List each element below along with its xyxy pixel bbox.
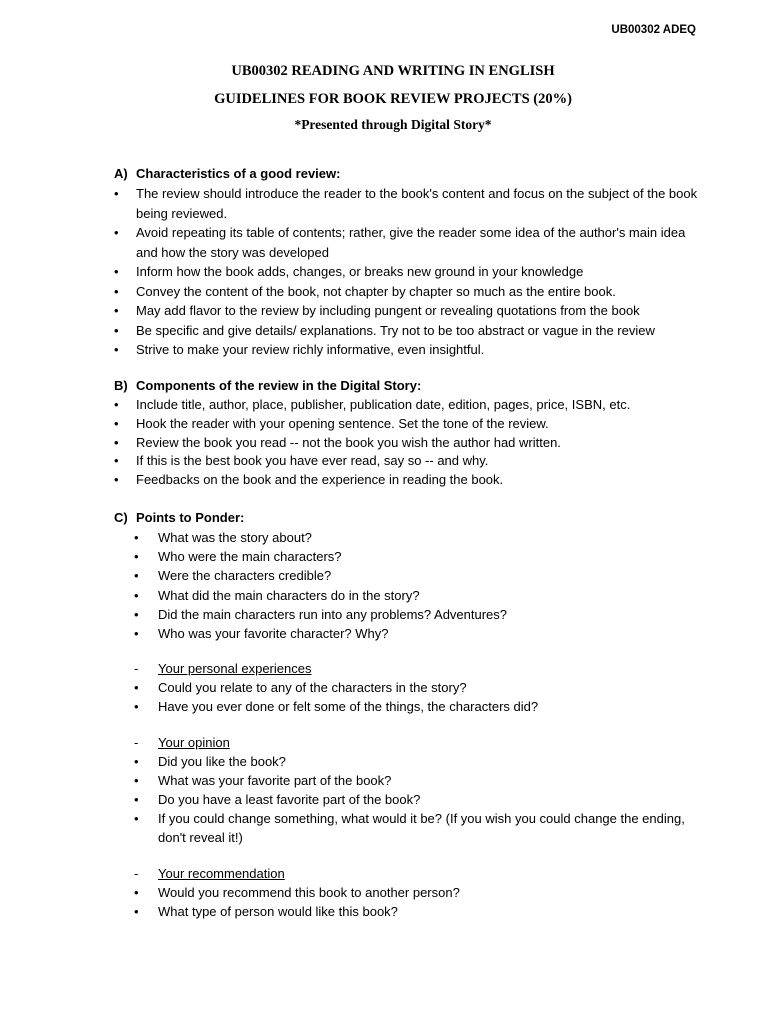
section-c-letter: C) xyxy=(114,510,128,525)
list-item: • Convey the content of the book, not chapter by chapter so much as the entire book. xyxy=(114,282,704,302)
section-b-title: Components of the review in the Digital Story: xyxy=(136,378,422,393)
list-item: • If this is the best book you have ever read, say so -- and why. xyxy=(114,452,704,471)
section-c-heading xyxy=(114,508,704,528)
section-b-list xyxy=(114,396,704,490)
course-code-header: UB00302 ADEQ xyxy=(611,24,696,36)
section-a-title: Characteristics of a good review: xyxy=(136,166,341,181)
list-item: • Strive to make your review richly informative, even insightful. xyxy=(114,340,704,360)
section-a-heading xyxy=(114,164,704,184)
section-c-list xyxy=(114,528,704,643)
list-item: • Could you relate to any of the characters in the story? xyxy=(114,678,704,697)
dash-marker: - xyxy=(134,865,139,881)
section-b-letter: B) xyxy=(114,378,128,393)
list-item: • Who were the main characters? xyxy=(114,547,704,566)
list-item: • Were the characters credible? xyxy=(114,566,704,585)
list-item: • May add flavor to the review by including pungent or revealing quotations from the book xyxy=(114,301,704,321)
section-a-list xyxy=(114,184,704,360)
title-line-course: UB00302 READING AND WRITING IN ENGLISH xyxy=(231,63,555,79)
list-item: • If you could change something, what would it be? (If you wish you could change the ending, don't reveal it!) xyxy=(114,809,704,847)
title-line-guidelines: GUIDELINES FOR BOOK REVIEW PROJECTS (20%) xyxy=(214,91,572,107)
section-b xyxy=(114,376,704,490)
list-item: • Would you recommend this book to another person? xyxy=(114,883,704,902)
list-item: • What type of person would like this book? xyxy=(114,902,704,921)
title-line-subtitle: *Presented through Digital Story* xyxy=(294,117,492,132)
section-b-heading xyxy=(114,376,704,396)
subsection-personal-experiences xyxy=(114,659,704,678)
section-c xyxy=(114,508,704,921)
subsection-opinion xyxy=(114,733,704,752)
list-item: • Be specific and give details/ explanations. Try not to be too abstract or vague in the review xyxy=(114,321,704,341)
subsection-label: Your opinion xyxy=(158,734,230,750)
list-item: • Hook the reader with your opening sentence. Set the tone of the review. xyxy=(114,415,704,434)
list-item: • What did the main characters do in the story? xyxy=(114,586,704,605)
list-item: • Do you have a least favorite part of the book? xyxy=(114,790,704,809)
personal-experiences-list xyxy=(114,678,704,716)
dash-marker: - xyxy=(134,661,139,677)
list-item: • The review should introduce the reader to the book's content and focus on the subject of the book being reviewed. xyxy=(114,184,704,223)
list-item: • What was your favorite part of the book? xyxy=(114,771,704,790)
subsection-label: Your recommendation xyxy=(158,865,285,881)
list-item: • What was the story about? xyxy=(114,528,704,547)
recommendation-list xyxy=(114,883,704,921)
list-item: • Avoid repeating its table of contents; rather, give the reader some idea of the author's main idea and how the story was developed xyxy=(114,223,704,262)
list-item: • Have you ever done or felt some of the things, the characters did? xyxy=(114,697,704,716)
opinion-list xyxy=(114,752,704,848)
subsection-recommendation xyxy=(114,864,704,883)
subsection-label: Your personal experiences xyxy=(158,661,312,677)
list-item: • Did the main characters run into any problems? Adventures? xyxy=(114,605,704,624)
list-item: • Feedbacks on the book and the experience in reading the book. xyxy=(114,471,704,490)
list-item: • Review the book you read -- not the book you wish the author had written. xyxy=(114,434,704,453)
list-item: • Inform how the book adds, changes, or breaks new ground in your knowledge xyxy=(114,262,704,282)
section-a-letter: A) xyxy=(114,166,128,181)
section-a xyxy=(114,164,704,360)
list-item: • Who was your favorite character? Why? xyxy=(114,624,704,643)
list-item: • Did you like the book? xyxy=(114,752,704,771)
list-item: • Include title, author, place, publisher, publication date, edition, pages, price, ISBN, etc. xyxy=(114,396,704,415)
document-title xyxy=(0,57,768,137)
section-c-title: Points to Ponder: xyxy=(136,510,245,525)
dash-marker: - xyxy=(134,734,139,750)
